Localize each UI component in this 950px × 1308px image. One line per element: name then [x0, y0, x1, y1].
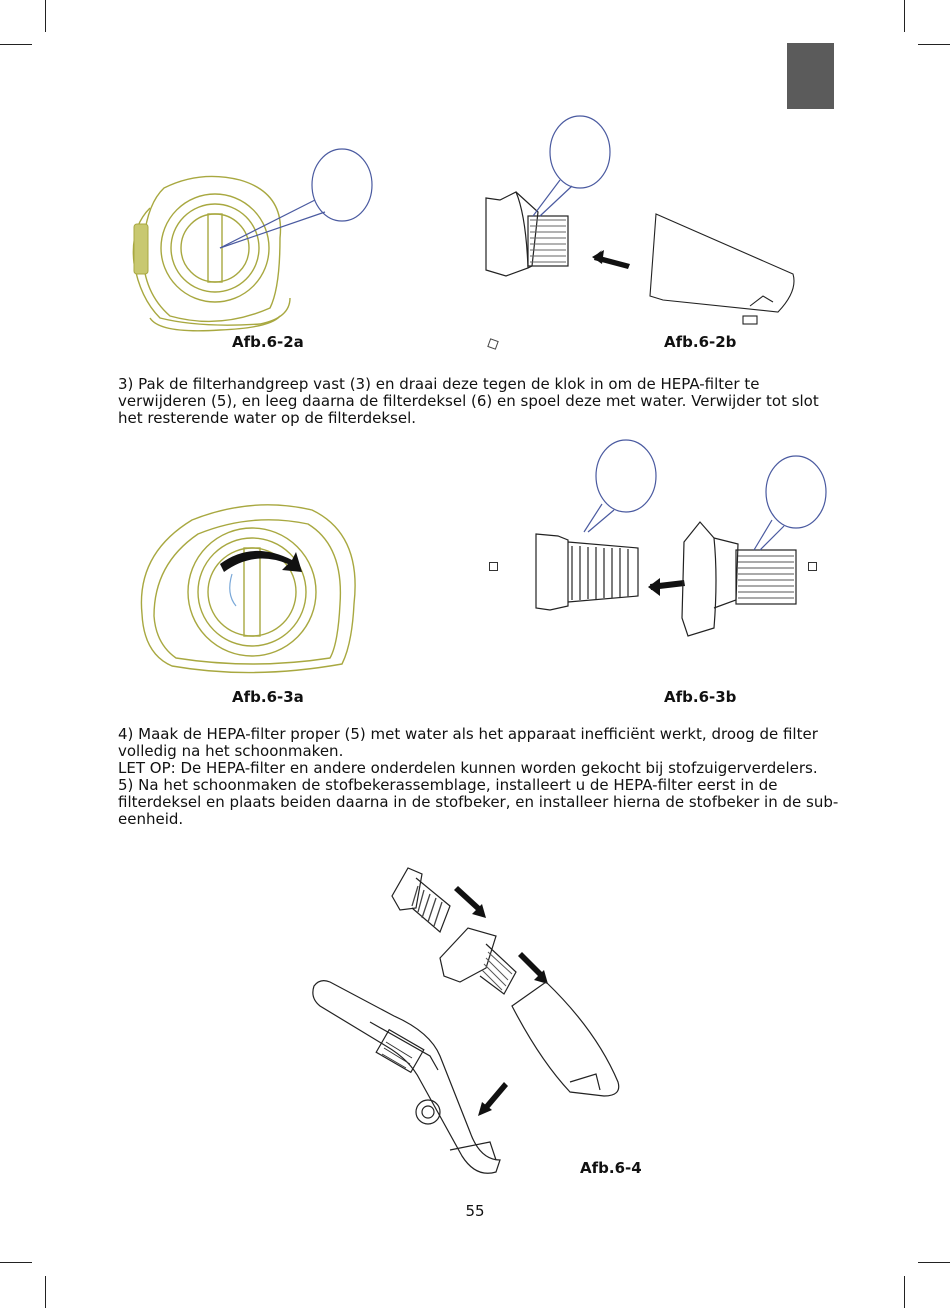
paragraph-line: 3) Pak de filterhandgreep vast (3) en draai deze tegen de klok in om de HEPA-filter te	[118, 375, 760, 393]
figure-6-2a	[120, 148, 380, 333]
figure-6-3a	[132, 494, 422, 680]
caption-6-4: Afb.6-4	[580, 1159, 642, 1177]
paragraph-line: eenheid.	[118, 810, 184, 828]
crop-mark	[0, 1262, 32, 1263]
paragraph-line: 4) Maak de HEPA-filter proper (5) met water als het apparaat inefficiënt werkt, droog de filter	[118, 725, 818, 743]
crop-mark	[918, 1262, 950, 1263]
crop-mark	[45, 0, 46, 32]
paragraph-line: het resterende water op de filterdeksel.	[118, 409, 417, 427]
small-square-icon	[487, 338, 499, 350]
crop-mark	[904, 0, 905, 32]
crop-mark	[918, 44, 950, 45]
figure-6-2b	[478, 116, 808, 332]
caption-6-2b: Afb.6-2b	[664, 333, 737, 351]
caption-6-3b: Afb.6-3b	[664, 688, 737, 706]
paragraph-line: volledig na het schoonmaken.	[118, 742, 344, 760]
section-tab	[787, 43, 834, 109]
caption-6-2a: Afb.6-2a	[232, 333, 304, 351]
page-number: 55	[465, 1202, 485, 1220]
paragraph-line: LET OP: De HEPA-filter en andere onderdelen kunnen worden gekocht bij stofzuigerverdelers.	[118, 759, 818, 777]
paragraph-line: 5) Na het schoonmaken de stofbekerassemblage, installeert u de HEPA-filter eerst in de	[118, 776, 778, 794]
crop-mark	[45, 1276, 46, 1308]
small-square-icon	[808, 562, 817, 571]
paragraph-step-3	[118, 376, 838, 427]
paragraph-line: filterdeksel en plaats beiden daarna in de stofbeker, en installeer hierna de stofbeker in de sub-	[118, 793, 839, 811]
figure-6-4	[300, 860, 640, 1190]
paragraph-step-4-5	[118, 726, 838, 828]
crop-mark	[0, 44, 32, 45]
figure-6-3b	[488, 438, 828, 642]
paragraph-line: verwijderen (5), en leeg daarna de filterdeksel (6) en spoel deze met water. Verwijder tot slot	[118, 392, 819, 410]
small-square-icon	[489, 562, 498, 571]
caption-6-3a: Afb.6-3a	[232, 688, 304, 706]
crop-mark	[904, 1276, 905, 1308]
